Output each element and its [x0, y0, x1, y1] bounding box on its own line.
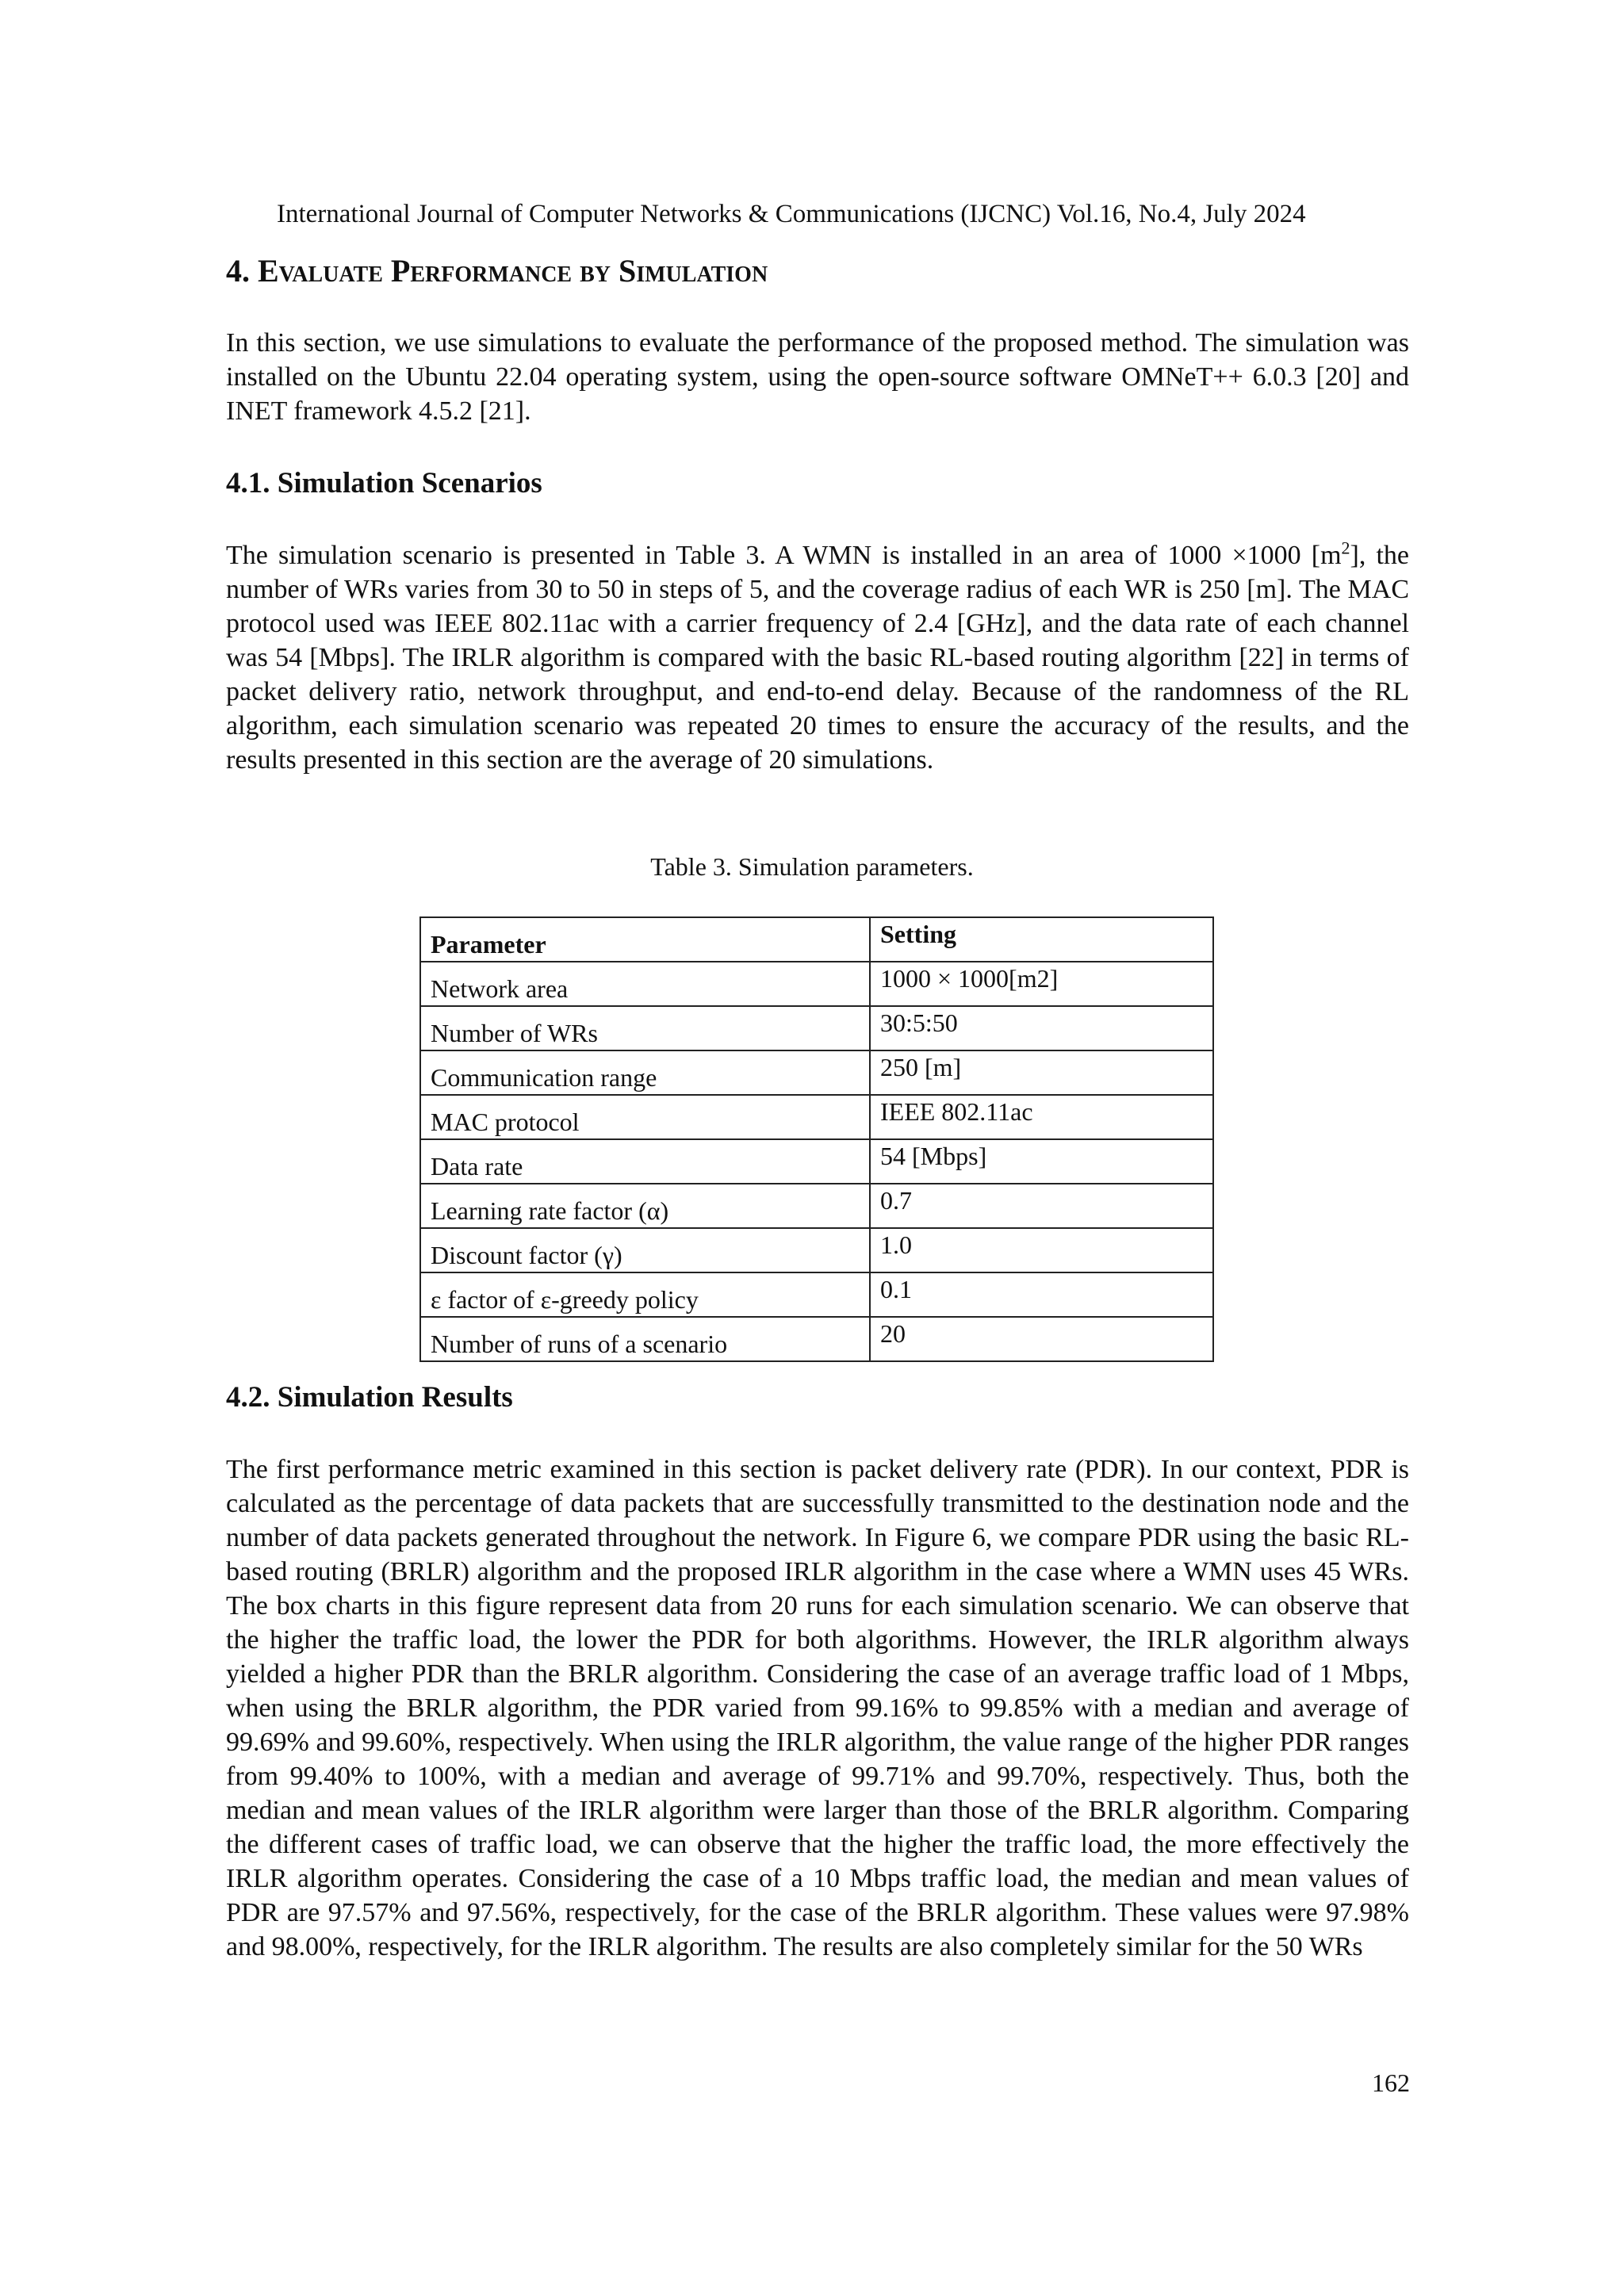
setting-cell: 250 [m] — [870, 1050, 1213, 1095]
param-cell: Communication range — [420, 1050, 870, 1095]
simulation-parameters-table — [419, 916, 1214, 1362]
section-title — [226, 252, 768, 290]
header-setting: Setting — [870, 917, 1213, 962]
param-cell: Discount factor (γ) — [420, 1228, 870, 1272]
param-cell: MAC protocol — [420, 1095, 870, 1139]
header-parameter: Parameter — [420, 917, 870, 962]
page-number: 162 — [1372, 2068, 1410, 2097]
superscript-two: 2 — [1341, 538, 1350, 558]
table-header-row — [420, 917, 1213, 962]
setting-cell: 1.0 — [870, 1228, 1213, 1272]
table-row — [420, 1006, 1213, 1050]
section-intro-paragraph: In this section, we use simulations to evaluate the performance of the proposed method. The simulation was installed on the Ubuntu 22.04 operating system, using the open-source software OMNeT++ 6.0.3 [20] and INET framework 4.5.2 [21]. — [226, 328, 1409, 426]
scenario-paragraph — [226, 538, 1409, 777]
table-row — [420, 1317, 1213, 1361]
param-cell: Network area — [420, 962, 870, 1006]
subsection-title-scenarios: 4.1. Simulation Scenarios — [226, 467, 542, 499]
param-cell: Number of WRs — [420, 1006, 870, 1050]
table-row — [420, 1050, 1213, 1095]
table-row — [420, 1272, 1213, 1317]
section-title-text: Evaluate Performance by Simulation — [258, 253, 768, 289]
setting-cell: 0.7 — [870, 1184, 1213, 1228]
table-row — [420, 1139, 1213, 1184]
table-row — [420, 962, 1213, 1006]
scenario-text-part1: The simulation scenario is presented in Table 3. A WMN is installed in an area of 1000 ×1000 [m — [226, 541, 1342, 570]
setting-cell: 20 — [870, 1317, 1213, 1361]
table-row — [420, 1228, 1213, 1272]
table-row — [420, 1184, 1213, 1228]
param-cell: Number of runs of a scenario — [420, 1317, 870, 1361]
setting-cell: 30:5:50 — [870, 1006, 1213, 1050]
setting-cell: 1000 × 1000[m2] — [870, 962, 1213, 1006]
param-cell: Learning rate factor (α) — [420, 1184, 870, 1228]
table-caption: Table 3. Simulation parameters. — [650, 852, 974, 881]
param-cell: ε factor of ε-greedy policy — [420, 1272, 870, 1317]
results-paragraph: The first performance metric examined in this section is packet delivery rate (PDR). In our context, PDR is calculated as the percentage of data packets that are successfully transmitted to the destination node and the number of data packets generated throughout the network. In Figure 6, we compare PDR using the basic RL-based routing (BRLR) algorithm and the proposed IRLR algorithm in the case where a WMN uses 45 WRs. The box charts in this figure represent data from 20 runs for each simulation scenario. We can observe that the higher the traffic load, the lower the PDR for both algorithms. However, the IRLR algorithm always yielded a higher PDR than the BRLR algorithm. Considering the case of an average traffic load of 1 Mbps, when using the BRLR algorithm, the PDR varied from 99.16% to 99.85% with a median and average of 99.69% and 99.60%, respectively. When using the IRLR algorithm, the value range of the higher PDR ranges from 99.40% to 100%, with a median and average of 99.71% and 99.70%, respectively. Thus, both the median and mean values of the IRLR algorithm were larger than those of the BRLR algorithm. Comparing the different cases of traffic load, we can observe that the higher the traffic load, the more effectively the IRLR algorithm operates. Considering the case of a 10 Mbps traffic load, the median and mean values of PDR are 97.57% and 97.56%, respectively, for the case of the BRLR algorithm. These values were 97.98% and 98.00%, respectively, for the IRLR algorithm. The results are also completely similar for the 50 WRs — [226, 1455, 1409, 1961]
setting-cell: 54 [Mbps] — [870, 1139, 1213, 1184]
running-header: International Journal of Computer Networks & Communications (IJCNC) Vol.16, No.4, July 2024 — [277, 200, 1306, 228]
section-number: 4. — [226, 253, 250, 289]
subsection-title-results: 4.2. Simulation Results — [226, 1381, 513, 1414]
table-row — [420, 1095, 1213, 1139]
setting-cell: 0.1 — [870, 1272, 1213, 1317]
scenario-text-part2: ], the number of WRs varies from 30 to 50 in steps of 5, and the coverage radius of each WR is 250 [m]. The MAC protocol used was IEEE 802.11ac with a carrier frequency of 2.4 [GHz], and the data rate of each channel was 54 [Mbps]. The IRLR algorithm is compared with the basic RL-based routing algorithm [22] in terms of packet delivery ratio, network throughput, and end-to-end delay. Because of the randomness of the RL algorithm, each simulation scenario was repeated 20 times to ensure the accuracy of the results, and the results presented in this section are the average of 20 simulations. — [226, 541, 1410, 775]
param-cell: Data rate — [420, 1139, 870, 1184]
setting-cell: IEEE 802.11ac — [870, 1095, 1213, 1139]
